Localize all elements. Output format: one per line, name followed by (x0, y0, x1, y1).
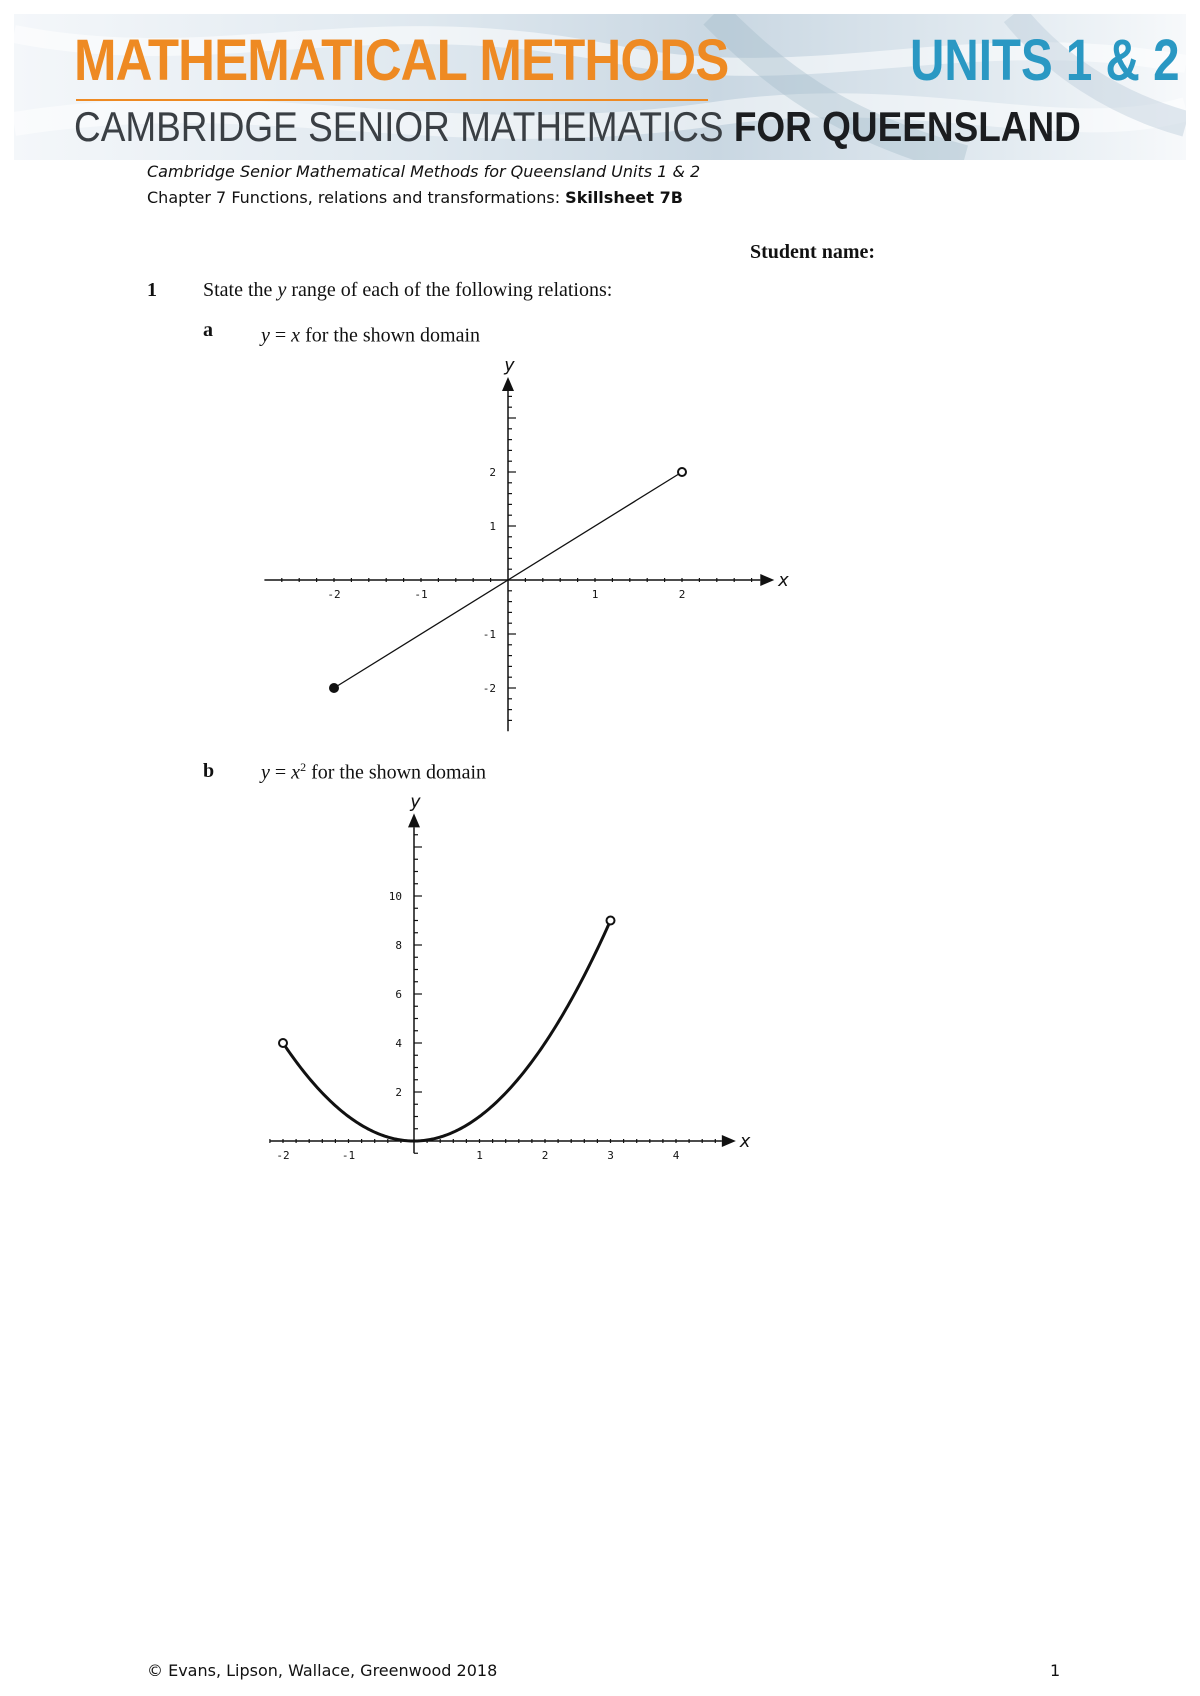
part-b-label: b (203, 760, 215, 782)
banner-subtitle-plain: CAMBRIDGE SENIOR MATHEMATICS (74, 103, 734, 150)
x-tick-label: 1 (591, 588, 599, 601)
x-tick-label: -2 (276, 1149, 290, 1162)
part-b-eq-exponent: 2 (300, 760, 307, 774)
banner-subtitle-bold: FOR QUEENSLAND (733, 103, 1081, 150)
question-text-variable: y (277, 279, 287, 301)
x-tick-label: 4 (672, 1149, 680, 1162)
part-a-label: a (203, 319, 213, 341)
part-b-eq-x: x (291, 761, 301, 784)
x-tick-label: -2 (327, 588, 341, 601)
part-a-description: for the shown domain (300, 324, 481, 347)
copyright: © Evans, Lipson, Wallace, Greenwood 2018 (147, 1661, 498, 1680)
y-tick-label: 8 (395, 939, 402, 952)
y-tick-label: -1 (482, 628, 496, 641)
x-tick-label: 2 (678, 588, 686, 601)
question-number: 1 (147, 279, 157, 301)
banner-units: UNITS 1 & 2 (910, 28, 1180, 93)
student-name-label: Student name: (750, 241, 876, 263)
y-tick-label: 2 (489, 466, 496, 479)
part-b-eq-sign: = (269, 761, 292, 784)
part-a-eq-y: y (261, 324, 270, 347)
part-b-description: for the shown domain (306, 761, 487, 784)
part-a-eq-sign: = (269, 324, 292, 347)
y-axis-arrow (408, 813, 420, 827)
y-tick-label: 2 (395, 1086, 402, 1099)
y-tick-label: 10 (388, 890, 402, 903)
skillsheet-label: Skillsheet 7B (565, 188, 683, 207)
chapter-title: Chapter 7 Functions, relations and transformations: (147, 188, 566, 207)
x-tick-label: -1 (414, 588, 428, 601)
y-axis-label: y (504, 355, 515, 376)
x-tick-label: 1 (476, 1149, 483, 1162)
x-axis-label: x (778, 570, 790, 591)
page-number: 1 (1050, 1661, 1061, 1680)
x-tick-label: 2 (541, 1149, 549, 1162)
part-a-eq-x: x (291, 324, 301, 347)
parabola-curve (283, 921, 611, 1142)
banner-title: MATHEMATICAL METHODS (74, 28, 729, 93)
y-tick-label: 4 (395, 1037, 402, 1050)
x-tick-label: 3 (607, 1149, 614, 1162)
x-axis-label: x (739, 1131, 751, 1152)
y-tick-label: 1 (489, 520, 496, 533)
part-b-eq-y: y (261, 761, 270, 784)
question-text-start: State the (203, 279, 278, 301)
open-endpoint (607, 917, 615, 925)
open-endpoint (279, 1039, 287, 1047)
y-tick-label: -2 (482, 682, 496, 695)
y-tick-label: 6 (395, 988, 402, 1001)
x-tick-label: -1 (341, 1149, 356, 1162)
x-axis-arrow (722, 1135, 736, 1147)
question-text-end: range of each of the following relations: (286, 279, 613, 301)
y-axis-label: y (410, 791, 421, 813)
book-title: Cambridge Senior Mathematical Methods for Queensland Units 1 & 2 (147, 162, 701, 181)
